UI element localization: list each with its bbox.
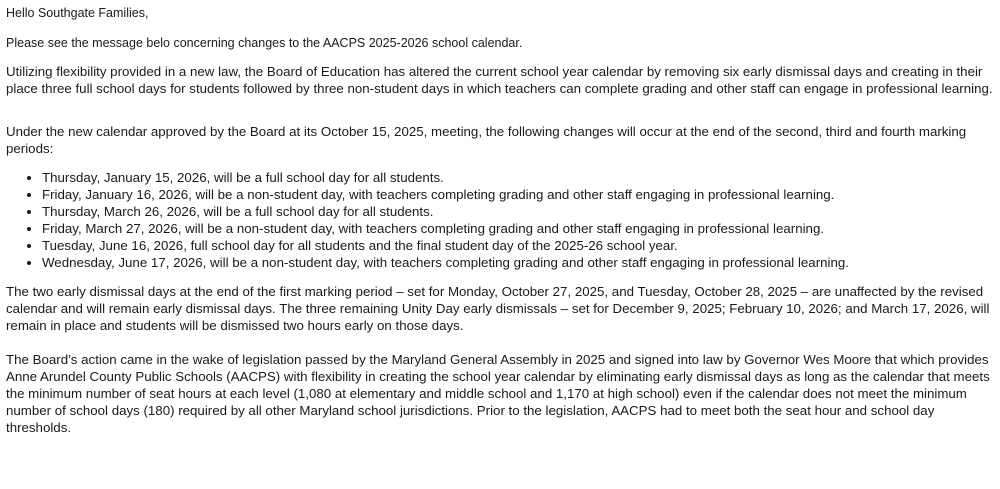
paragraph-new-calendar: Under the new calendar approved by the Board at its October 15, 2025, meeting, the following changes will occur at the end of the second, third and fourth marking periods: xyxy=(6,124,967,156)
list-item: • Friday, January 16, 2026, will be a non-student day, with teachers completing grading and other staff engaging in professional learning. xyxy=(42,186,994,203)
paragraph-calendar-change: Utilizing flexibility provided in a new law, the Board of Education has altered the current school year calendar by removing six early dismissal days and creating in their place three full school days for students followed by three non-student days in which teachers can complete grading and other staff can engage in professional learning. xyxy=(6,64,993,96)
list-item: • Tuesday, June 16, 2026, full school day for all students and the final student day of the 2025-26 school year. xyxy=(42,237,994,254)
list-item: • Thursday, March 26, 2026, will be a full school day for all students. xyxy=(42,203,994,220)
list-item: • Wednesday, June 17, 2026, will be a non-student day, with teachers completing grading and other staff engaging in professional learning. xyxy=(42,254,994,271)
changes-list xyxy=(6,169,994,271)
paragraph-board-action: The Board’s action came in the wake of legislation passed by the Maryland General Assembly in 2025 and signed into law by Governor Wes Moore that which provides Anne Arundel County Public Schools (AACPS) with flexibility in creating the school year calendar by eliminating early dismissal days as long as the calendar that meets the minimum number of seat hours at each level (1,080 at elementary and middle school and 1,170 at high school) even if the calendar does not meet the minimum number of school days (180) required by all other Maryland school jurisdictions. Prior to the legislation, AACPS had to meet both the seat hour and school day thresholds. xyxy=(6,352,990,435)
greeting: Hello Southgate Families, xyxy=(6,6,149,20)
list-item: • Thursday, January 15, 2026, will be a full school day for all students. xyxy=(42,169,994,186)
list-item: • Friday, March 27, 2026, will be a non-student day, with teachers completing grading and other staff engaging in professional learning. xyxy=(42,220,994,237)
paragraph-early-dismissal: The two early dismissal days at the end of the first marking period – set for Monday, October 27, 2025, and Tuesday, October 28, 2025 – are unaffected by the revised calendar and will remain early dismissal days. The three remaining Unity Day early dismissals – set for December 9, 2025; February 10, 2026; and March 17, 2026, will remain in place and students will be dismissed two hours early on those days. xyxy=(6,284,990,333)
intro-line: Please see the message belo concerning changes to the AACPS 2025-2026 school calendar. xyxy=(6,36,523,50)
